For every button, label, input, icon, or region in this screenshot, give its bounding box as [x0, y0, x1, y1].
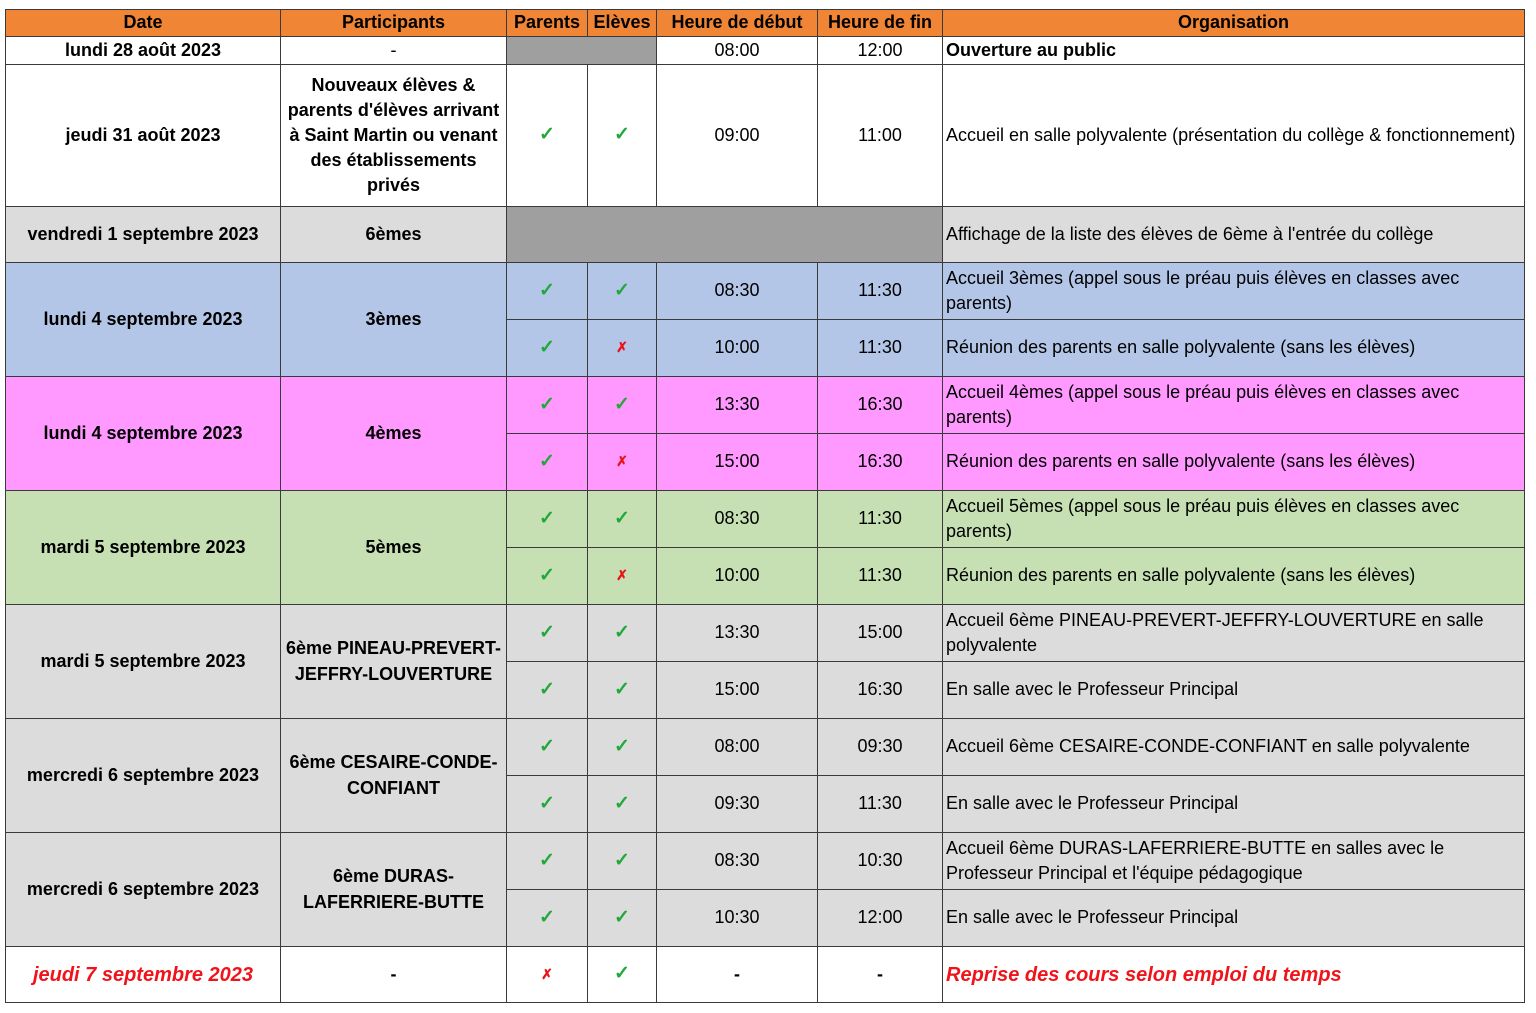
date-cell: mardi 5 septembre 2023 [6, 491, 281, 605]
organisation-cell: Accueil 3èmes (appel sous le préau puis élèves en classes avec parents) [943, 263, 1525, 320]
check-icon: ✓ [588, 833, 657, 890]
header-row [6, 10, 1525, 37]
start-time-cell: 13:30 [657, 377, 818, 434]
header-parents: Parents [507, 10, 588, 37]
check-icon: ✓ [507, 65, 588, 207]
check-icon: ✓ [507, 776, 588, 833]
start-time-cell: 13:30 [657, 605, 818, 662]
start-time-cell: 10:30 [657, 890, 818, 947]
check-icon: ✓ [507, 320, 588, 377]
participants-cell: 6ème DURAS-LAFERRIERE-BUTTE [281, 833, 507, 947]
check-icon: ✓ [507, 491, 588, 548]
header-heure-fin: Heure de fin [818, 10, 943, 37]
end-time-cell: 11:30 [818, 491, 943, 548]
organisation-cell: Accueil 6ème DURAS-LAFERRIERE-BUTTE en salles avec le Professeur Principal et l'équipe pédagogique [943, 833, 1525, 890]
date-cell: jeudi 31 août 2023 [6, 65, 281, 207]
end-time-cell: 10:30 [818, 833, 943, 890]
check-icon: ✓ [588, 719, 657, 776]
check-icon: ✓ [588, 947, 657, 1003]
end-time-cell: 15:00 [818, 605, 943, 662]
organisation-cell: Reprise des cours selon emploi du temps [943, 947, 1525, 1003]
end-time-cell: 16:30 [818, 377, 943, 434]
date-cell: mardi 5 septembre 2023 [6, 605, 281, 719]
date-cell: vendredi 1 septembre 2023 [6, 207, 281, 263]
participants-cell: 4èmes [281, 377, 507, 491]
cross-icon: ✗ [507, 947, 588, 1003]
start-time-cell: 15:00 [657, 662, 818, 719]
organisation-cell: Accueil en salle polyvalente (présentation du collège & fonctionnement) [943, 65, 1525, 207]
not-applicable-cell [507, 207, 943, 263]
end-time-cell: 12:00 [818, 37, 943, 65]
organisation-cell: Affichage de la liste des élèves de 6ème à l'entrée du collège [943, 207, 1525, 263]
table-row [6, 37, 1525, 65]
table-row [6, 605, 1525, 662]
date-cell: mercredi 6 septembre 2023 [6, 719, 281, 833]
end-time-cell: 16:30 [818, 434, 943, 491]
date-cell: jeudi 7 septembre 2023 [6, 947, 281, 1003]
participants-cell: 5èmes [281, 491, 507, 605]
table-row [6, 207, 1525, 263]
organisation-cell: En salle avec le Professeur Principal [943, 776, 1525, 833]
participants-cell: - [281, 37, 507, 65]
start-time-cell: - [657, 947, 818, 1003]
date-cell: lundi 4 septembre 2023 [6, 263, 281, 377]
end-time-cell: 11:30 [818, 548, 943, 605]
organisation-cell: Ouverture au public [943, 37, 1525, 65]
organisation-cell: En salle avec le Professeur Principal [943, 890, 1525, 947]
end-time-cell: 12:00 [818, 890, 943, 947]
participants-cell: 3èmes [281, 263, 507, 377]
check-icon: ✓ [507, 833, 588, 890]
check-icon: ✓ [507, 662, 588, 719]
organisation-cell: Réunion des parents en salle polyvalente (sans les élèves) [943, 548, 1525, 605]
check-icon: ✓ [588, 776, 657, 833]
check-icon: ✓ [507, 263, 588, 320]
check-icon: ✓ [588, 263, 657, 320]
end-time-cell: 11:30 [818, 263, 943, 320]
end-time-cell: 11:30 [818, 776, 943, 833]
organisation-cell: Accueil 4èmes (appel sous le préau puis élèves en classes avec parents) [943, 377, 1525, 434]
participants-cell: Nouveaux élèves & parents d'élèves arrivant à Saint Martin ou venant des établissements privés [281, 65, 507, 207]
not-applicable-cell [507, 37, 657, 65]
table-row [6, 65, 1525, 207]
schedule-table [5, 9, 1525, 1003]
start-time-cell: 10:00 [657, 320, 818, 377]
start-time-cell: 09:30 [657, 776, 818, 833]
start-time-cell: 08:30 [657, 491, 818, 548]
organisation-cell: Réunion des parents en salle polyvalente (sans les élèves) [943, 320, 1525, 377]
cross-icon: ✗ [588, 548, 657, 605]
check-icon: ✓ [507, 377, 588, 434]
organisation-cell: Réunion des parents en salle polyvalente (sans les élèves) [943, 434, 1525, 491]
check-icon: ✓ [507, 605, 588, 662]
check-icon: ✓ [588, 890, 657, 947]
header-participants: Participants [281, 10, 507, 37]
check-icon: ✓ [588, 65, 657, 207]
start-time-cell: 10:00 [657, 548, 818, 605]
check-icon: ✓ [507, 719, 588, 776]
header-date: Date [6, 10, 281, 37]
check-icon: ✓ [507, 890, 588, 947]
header-heure-debut: Heure de début [657, 10, 818, 37]
start-time-cell: 08:30 [657, 263, 818, 320]
check-icon: ✓ [588, 605, 657, 662]
organisation-cell: Accueil 6ème PINEAU-PREVERT-JEFFRY-LOUVERTURE en salle polyvalente [943, 605, 1525, 662]
table-row [6, 377, 1525, 434]
end-time-cell: 11:30 [818, 320, 943, 377]
table-row [6, 719, 1525, 776]
organisation-cell: Accueil 6ème CESAIRE-CONDE-CONFIANT en salle polyvalente [943, 719, 1525, 776]
check-icon: ✓ [507, 548, 588, 605]
check-icon: ✓ [588, 491, 657, 548]
end-time-cell: 09:30 [818, 719, 943, 776]
end-time-cell: - [818, 947, 943, 1003]
organisation-cell: Accueil 5èmes (appel sous le préau puis élèves en classes avec parents) [943, 491, 1525, 548]
table-row [6, 491, 1525, 548]
start-time-cell: 08:00 [657, 719, 818, 776]
check-icon: ✓ [588, 662, 657, 719]
table-row [6, 947, 1525, 1003]
check-icon: ✓ [507, 434, 588, 491]
end-time-cell: 11:00 [818, 65, 943, 207]
header-eleves: Elèves [588, 10, 657, 37]
cross-icon: ✗ [588, 320, 657, 377]
cross-icon: ✗ [588, 434, 657, 491]
date-cell: lundi 4 septembre 2023 [6, 377, 281, 491]
date-cell: mercredi 6 septembre 2023 [6, 833, 281, 947]
participants-cell: 6ème CESAIRE-CONDE-CONFIANT [281, 719, 507, 833]
start-time-cell: 08:00 [657, 37, 818, 65]
date-cell: lundi 28 août 2023 [6, 37, 281, 65]
start-time-cell: 15:00 [657, 434, 818, 491]
table-row [6, 263, 1525, 320]
organisation-cell: En salle avec le Professeur Principal [943, 662, 1525, 719]
participants-cell: 6èmes [281, 207, 507, 263]
table-row [6, 833, 1525, 890]
header-organisation: Organisation [943, 10, 1525, 37]
participants-cell: - [281, 947, 507, 1003]
participants-cell: 6ème PINEAU-PREVERT-JEFFRY-LOUVERTURE [281, 605, 507, 719]
check-icon: ✓ [588, 377, 657, 434]
start-time-cell: 08:30 [657, 833, 818, 890]
start-time-cell: 09:00 [657, 65, 818, 207]
end-time-cell: 16:30 [818, 662, 943, 719]
